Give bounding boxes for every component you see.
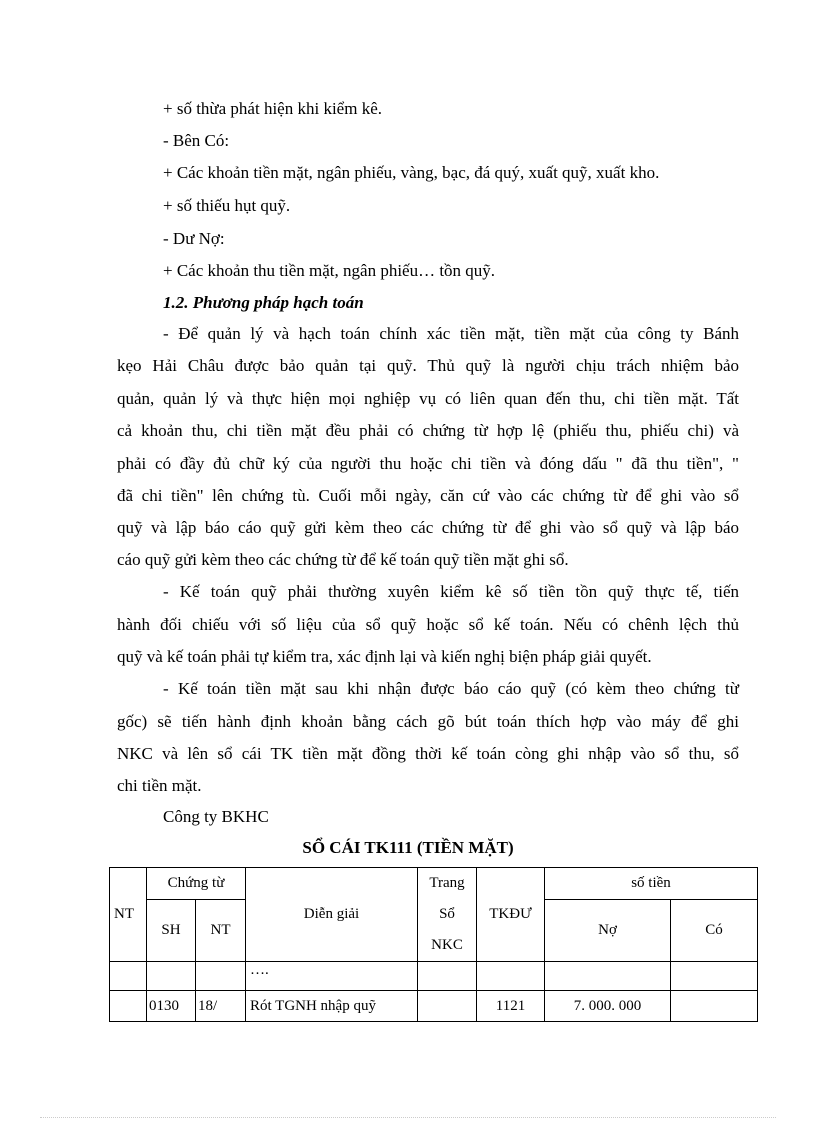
paragraph-line: phải có đầy đủ chữ ký của người thu hoặc chi tiền và đóng dấu " đã thu tiền", " <box>117 454 739 473</box>
cell-sh <box>147 962 196 991</box>
header-co: Có <box>671 899 758 961</box>
header-so-tien: số tiền <box>545 868 758 900</box>
header-nt2: NT <box>196 899 246 961</box>
paragraph-line: đã chi tiền" lên chứng tù. Cuối mỗi ngày, căn cứ vào các chứng từ để ghi vào sổ <box>117 486 739 505</box>
cell-dien-giai: …. <box>246 962 418 991</box>
table-row <box>110 991 758 1022</box>
paragraph-line: gốc) sẽ tiến hành định khoản bằng cách gõ bút toán thích hợp vào máy để ghi <box>117 712 739 731</box>
text-line: + Các khoản tiền mặt, ngân phiếu, vàng, bạc, đá quý, xuất quỹ, xuất kho. <box>163 163 660 182</box>
paragraph-line: - Để quản lý và hạch toán chính xác tiền mặt, tiền mặt của công ty Bánh <box>163 324 739 343</box>
paragraph-line: quản, quản lý và thực hiện mọi nghiệp vụ có liên quan đến thu, chi tiền mặt. Tất <box>117 389 739 408</box>
cell-co <box>671 962 758 991</box>
header-trang-line: NKC <box>431 937 463 953</box>
paragraph-line: hành đối chiếu với số liệu của sổ quỹ hoặc sổ kế toán. Nếu có chênh lệch thủ <box>117 615 739 634</box>
header-trang-line: Trang <box>429 875 465 891</box>
text-line: + số thừa phát hiện khi kiểm kê. <box>163 99 382 118</box>
cell-no: 7. 000. 000 <box>545 991 671 1022</box>
header-sh: SH <box>147 899 196 961</box>
header-chung-tu: Chứng từ <box>147 868 246 900</box>
cell-tkdu <box>477 962 545 991</box>
ledger-table <box>109 867 758 1022</box>
page-bottom-rule <box>40 1117 776 1118</box>
company-name: Công ty BKHC <box>163 807 269 826</box>
header-trang-line: Sổ <box>439 906 455 922</box>
cell-nt2: 18/ <box>196 991 246 1022</box>
cell-nt <box>110 991 147 1022</box>
text-line: + Các khoản thu tiền mặt, ngân phiếu… tồn quỹ. <box>163 261 496 280</box>
cell-trang <box>418 991 477 1022</box>
paragraph-line: chi tiền mặt. <box>117 776 202 795</box>
text-line: - Dư Nợ: <box>163 229 225 248</box>
paragraph-line: cáo quỹ gửi kèm theo các chứng từ để kế toán quỹ tiền mặt ghi sổ. <box>117 550 569 569</box>
cell-nt <box>110 962 147 991</box>
section-heading: 1.2. Phương pháp hạch toán <box>163 293 364 312</box>
cell-co <box>671 991 758 1022</box>
cell-nt2 <box>196 962 246 991</box>
header-nt: NT <box>110 868 147 962</box>
header-trang-so-nkc <box>418 868 477 962</box>
paragraph-line: quỹ và kế toán phải tự kiểm tra, xác định lại và kiến nghị biện pháp giải quyết. <box>117 647 652 666</box>
ledger-title: SỔ CÁI TK111 (TIỀN MẶT) <box>302 838 514 857</box>
cell-tkdu: 1121 <box>477 991 545 1022</box>
header-tkdu: TKĐƯ <box>477 868 545 962</box>
paragraph-line: kẹo Hải Châu được bảo quản tại quỹ. Thủ quỹ là người chịu trách nhiệm bảo <box>117 356 739 375</box>
cell-no <box>545 962 671 991</box>
header-no: Nợ <box>545 899 671 961</box>
paragraph-line: NKC và lên sổ cái TK tiền mặt đồng thời kế toán còng ghi nhập vào sổ thu, sổ <box>117 744 739 763</box>
text-line: - Bên Có: <box>163 131 230 150</box>
table-row <box>110 962 758 991</box>
cell-dien-giai: Rót TGNH nhập quỹ <box>246 991 418 1022</box>
cell-sh: 0130 <box>147 991 196 1022</box>
header-dien-giai: Diễn giải <box>246 868 418 962</box>
paragraph-line: - Kế toán quỹ phải thường xuyên kiểm kê số tiền tồn quỹ thực tế, tiến <box>163 582 739 601</box>
text-line: + số thiếu hụt quỹ. <box>163 196 291 215</box>
paragraph-line: cả khoản thu, chi tiền mặt đều phải có chứng từ hợp lệ (phiếu thu, phiếu chi) và <box>117 421 739 440</box>
paragraph-line: - Kế toán tiền mặt sau khi nhận được báo cáo quỹ (có kèm theo chứng từ <box>163 679 739 698</box>
paragraph-line: quỹ và lập báo cáo quỹ gửi kèm theo các chứng từ để ghi vào sổ quỹ và lập báo <box>117 518 739 537</box>
cell-trang <box>418 962 477 991</box>
